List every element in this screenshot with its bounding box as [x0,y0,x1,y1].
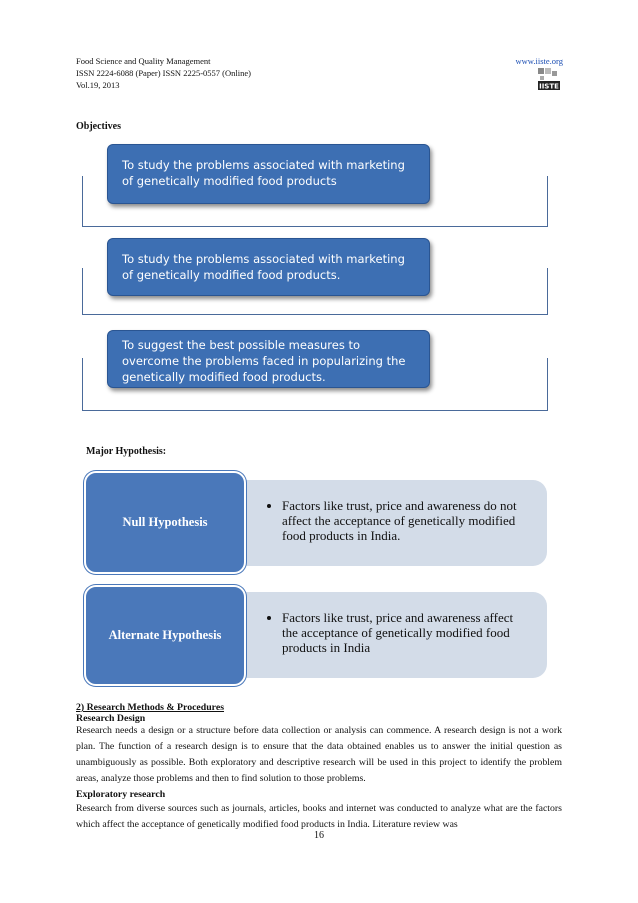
alternate-hypothesis-text: • Factors like trust, price and awareness affect the acceptance of genetically modified food products in India [282,610,527,655]
page-number: 16 [314,830,324,841]
research-design-heading: Research Design [76,713,146,724]
journal-url[interactable]: www.iiste.org [515,56,563,66]
journal-issn: ISSN 2224-6088 (Paper) ISSN 2225-0557 (Online) [76,68,251,78]
objective-box-1: To study the problems associated with marketing of genetically modified food products [107,144,430,204]
research-design-paragraph: Research needs a design or a structure before data collection or analysis can commence. A research design is not a work plan. The function of a research design is to ensure that the data obtained enables us to answer the initial question as unambiguously as possible. Both exploratory and descriptive research will be used in this project to identify the problem areas, analyze those problems and then to find solution to those problems. [76,725,562,784]
exploratory-paragraph: Research from diverse sources such as journals, articles, books and internet was conducted to analyze what are the factors which affect the acceptance of genetically modified food products in India. Literature review was [76,803,562,830]
section-header-block [76,702,562,724]
objective-box-3: To suggest the best possible measures to overcome the problems faced in popularizing the genetically modified food products. [107,330,430,388]
objective-box-2: To study the problems associated with marketing of genetically modified food products. [107,238,430,296]
hypothesis-heading: Major Hypothesis: [86,446,167,457]
exploratory-heading: Exploratory research [76,789,166,800]
objectives-heading: Objectives [76,121,121,132]
journal-header [76,55,251,91]
null-hypothesis-description [238,480,547,566]
null-hypothesis-label: Null Hypothesis [84,471,246,574]
iiste-logo [538,68,560,90]
journal-title: Food Science and Quality Management [76,56,211,66]
journal-volume: Vol.19, 2013 [76,80,120,90]
alternate-hypothesis-description [238,592,547,678]
logo-text: IISTE [539,82,559,90]
alternate-hypothesis-label: Alternate Hypothesis [84,585,246,686]
section-heading: 2) Research Methods & Procedures [76,702,225,713]
null-hypothesis-text: • Factors like trust, price and awareness do not affect the acceptance of genetically modified food products in India. [282,498,527,543]
